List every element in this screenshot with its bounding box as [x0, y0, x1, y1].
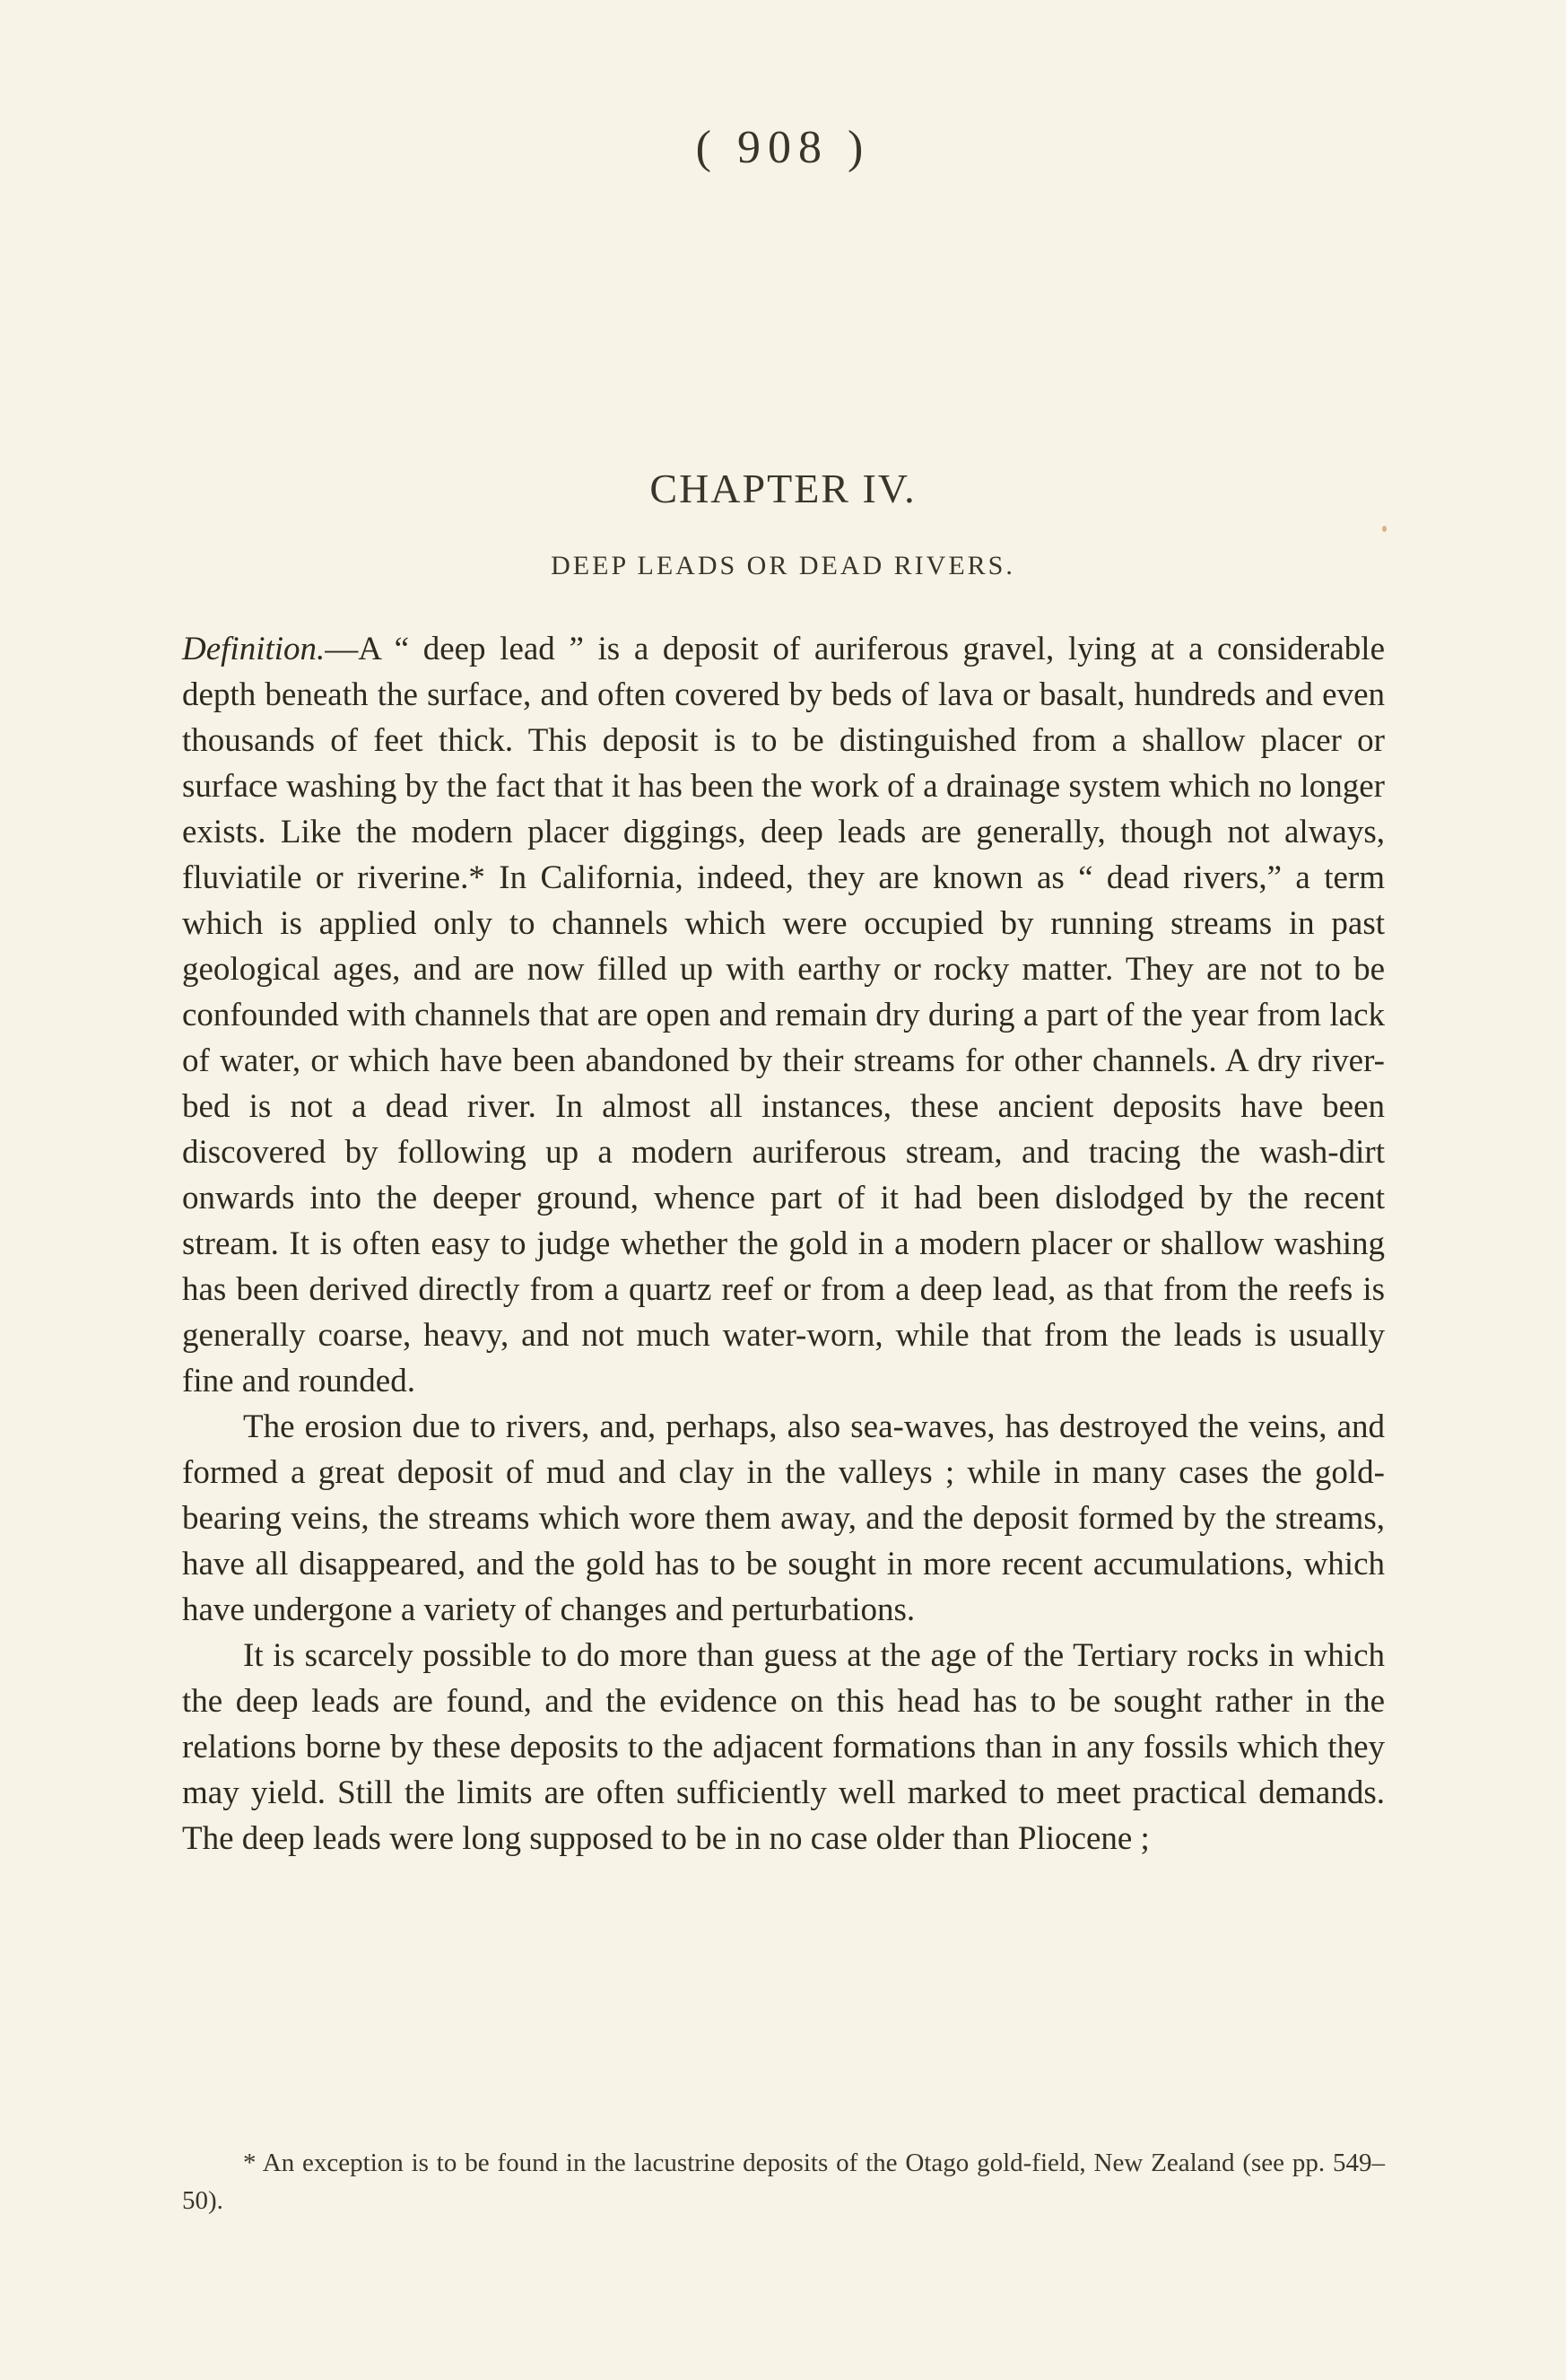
- ink-speck: [1382, 526, 1387, 532]
- run-in-heading: Definition.: [182, 631, 326, 667]
- paragraph-erosion: The erosion due to rivers, and, perhaps, also sea-waves, has destroyed the veins, and formed a great deposit of mud and clay in the valleys ; while in many cases the gold-bearing veins, the streams which wore them away, and the deposit formed by the streams, have all disappeared, and the gold has to be sought in more recent accumulations, which have undergone a variety of changes and perturbations.: [182, 1408, 1385, 1628]
- paragraph-text: —A “ deep lead ” is a deposit of auriferous gravel, lying at a considerable depth beneath the surface, and often covered by beds of lava or basalt, hundreds and even thousands of feet thick. This deposit is to be distinguished from a shallow placer or surface washing by the fact that it has been the work of a drainage system which no longer exists. Like the modern placer diggings, deep leads are generally, though not always, fluviatile or riverine.* In California, indeed, they are known as “ dead rivers,” a term which is applied only to channels which were occupied by running streams in past geological ages, and are now filled up with earthy or rocky matter. They are not to be confounded with channels that are open and remain dry during a part of the year from lack of water, or which have been abandoned by their streams for other channels. A dry river-bed is not a dead river. In almost all instances, these ancient deposits have been discovered by following up a modern auriferous stream, and tracing the wash-dirt onwards into the deeper ground, whence part of it had been dislodged by the recent stream. It is often easy to judge whether the gold in a modern placer or shallow washing has been derived directly from a quartz reef or from a deep lead, as that from the reefs is generally coarse, heavy, and not much water-worn, while that from the leads is usually fine and rounded.: [182, 631, 1385, 1399]
- chapter-title: CHAPTER IV.: [649, 466, 917, 511]
- paragraph-age: It is scarcely possible to do more than guess at the age of the Tertiary rocks in which the deep leads are found, and the evidence on this head has to be sought rather in the relations borne by these deposits to the adjacent formations than in any fossils which they may yield. Still the limits are often sufficiently well marked to meet practical demands. The deep leads were long supposed to be in no case older than Pliocene ;: [182, 1637, 1385, 1857]
- footnote: * An exception is to be found in the lacustrine deposits of the Otago gold-field, New Zealand (see pp. 549–50).: [182, 2149, 1385, 2215]
- chapter-subtitle: DEEP LEADS OR DEAD RIVERS.: [551, 551, 1015, 580]
- page-number: ( 908 ): [695, 122, 871, 173]
- body-text: [182, 626, 1385, 1861]
- paragraph-definition: [182, 626, 1385, 1404]
